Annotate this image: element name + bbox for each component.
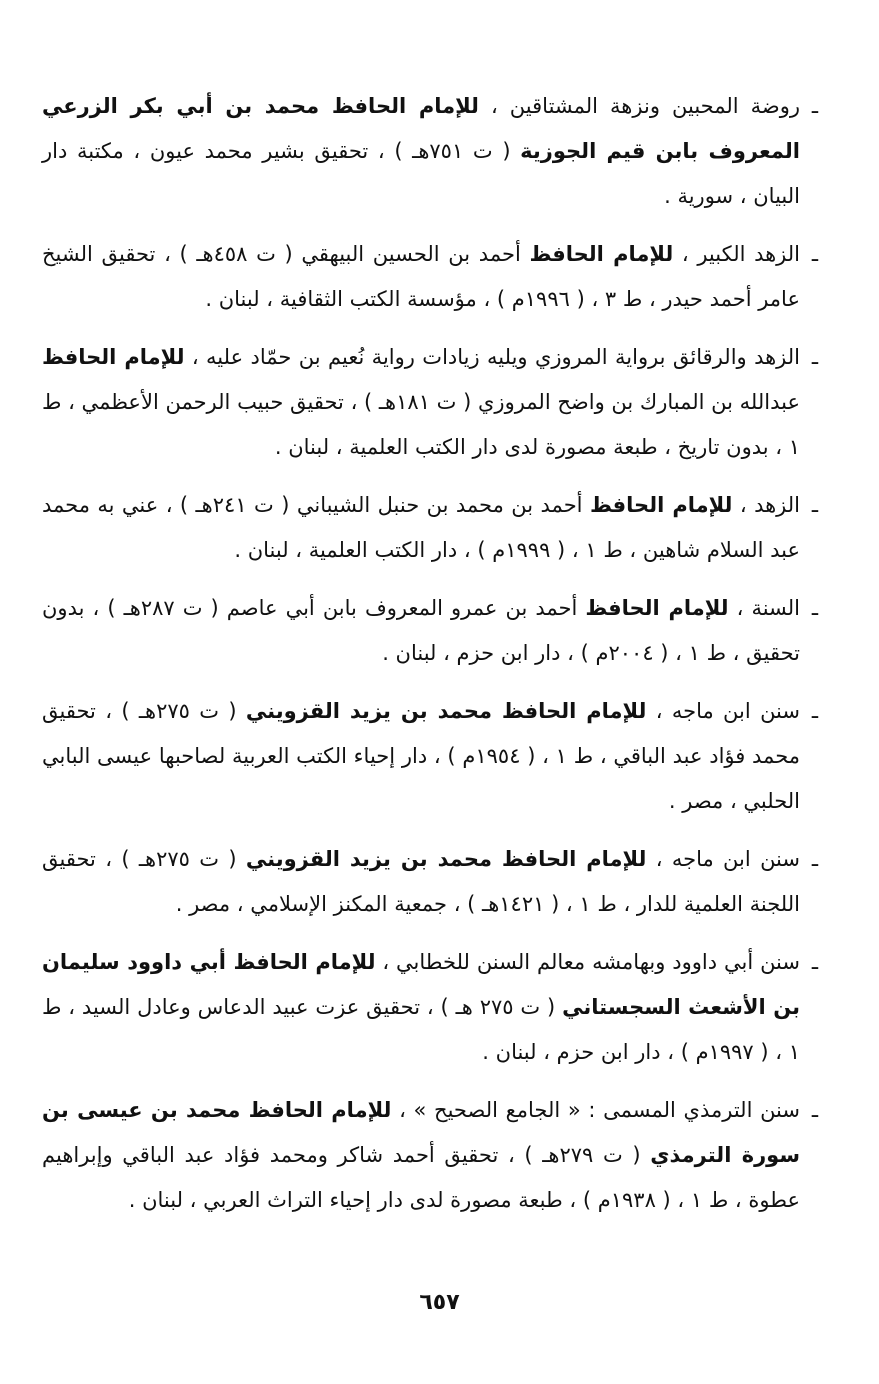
entry-author: للإمام الحافظ محمد بن عيسى بن سورة الترمذي <box>42 1098 800 1167</box>
entry-details: أحمد بن محمد بن حنبل الشيباني ( ت ٢٤١هـ ) ، عني به محمد عبد السلام شاهين ، ط ١ ، ( ١٩٩٩م ) ، دار الكتب العلمية ، لبنان . <box>42 493 800 562</box>
entry-author: للإمام الحافظ <box>585 596 729 620</box>
entry-title: سنن ابن ماجه ، <box>646 847 800 871</box>
entry-details: ( ت ٢٧٩هـ ) ، تحقيق أحمد شاكر ومحمد فؤاد عبد الباقي وإبراهيم عطوة ، ط ١ ، ( ١٩٣٨م ) ، طبعة مصورة لدى دار إحياء التراث العربي ، لبنان . <box>42 1143 800 1212</box>
entry-author: للإمام الحافظ <box>589 493 733 517</box>
entry-details: ( ت ٧٥١هـ ) ، تحقيق بشير محمد عيون ، مكتبة دار البيان ، سورية . <box>42 139 800 208</box>
entry-author: للإمام الحافظ محمد بن يزيد القزويني <box>245 847 647 871</box>
bibliography-entry <box>42 483 818 573</box>
entry-author: للإمام الحافظ <box>42 345 185 369</box>
entry-title: الزهد الكبير ، <box>673 242 801 266</box>
entry-details: ( ت ٢٧٥هـ ) ، تحقيق اللجنة العلمية للدار ، ط ١ ، ( ١٤٢١هـ ) ، جمعية المكنز الإسلامي ، مصر . <box>42 847 800 916</box>
entry-dash: ـ <box>811 847 818 871</box>
bibliography-list <box>42 84 818 1236</box>
entry-details: ( ت ٢٧٥هـ ) ، تحقيق محمد فؤاد عبد الباقي ، ط ١ ، ( ١٩٥٤م ) ، دار إحياء الكتب العربية لصاحبها عيسى البابي الحلبي ، مصر . <box>42 699 801 813</box>
entry-title: روضة المحبين ونزهة المشتاقين ، <box>478 94 800 118</box>
entry-title: الزهد والرقائق برواية المروزي ويليه زيادات رواية نُعيم بن حمّاد عليه ، <box>184 345 800 369</box>
bibliography-entry <box>42 586 818 676</box>
entry-author: للإمام الحافظ <box>529 242 674 266</box>
bibliography-entry <box>42 689 818 824</box>
bibliography-entry <box>42 837 818 927</box>
entry-dash: ـ <box>811 596 818 620</box>
entry-dash: ـ <box>811 1098 818 1122</box>
entry-title: سنن أبي داوود وبهامشه معالم السنن للخطابي ، <box>375 950 800 974</box>
entry-title: الزهد ، <box>732 493 800 517</box>
entry-details: ( ت ٢٧٥ هـ ) ، تحقيق عزت عبيد الدعاس وعادل السيد ، ط ١ ، ( ١٩٩٧م ) ، دار ابن حزم ، لبنان . <box>42 995 800 1064</box>
bibliography-entry <box>42 1088 818 1223</box>
bibliography-entry <box>42 335 818 470</box>
entry-dash: ـ <box>811 699 818 723</box>
entry-dash: ـ <box>811 950 818 974</box>
entry-dash: ـ <box>811 493 818 517</box>
entry-details: عبدالله بن المبارك بن واضح المروزي ( ت ١٨١هـ ) ، تحقيق حبيب الرحمن الأعظمي ، ط ١ ، بدون تاريخ ، طبعة مصورة لدى دار الكتب العلمية ، لبنان . <box>42 390 800 459</box>
entry-dash: ـ <box>811 94 818 118</box>
entry-title: سنن الترمذي المسمى : « الجامع الصحيح » ، <box>391 1098 800 1122</box>
page-number: ٦٥٧ <box>419 1290 460 1315</box>
entry-details: أحمد بن عمرو المعروف بابن أبي عاصم ( ت ٢٨٧هـ ) ، بدون تحقيق ، ط ١ ، ( ٢٠٠٤م ) ، دار ابن حزم ، لبنان . <box>42 596 800 665</box>
entry-dash: ـ <box>811 345 818 369</box>
entry-title: سنن ابن ماجه ، <box>646 699 800 723</box>
bibliography-entry <box>42 84 818 219</box>
bibliography-entry <box>42 940 818 1075</box>
entry-details: أحمد بن الحسين البيهقي ( ت ٤٥٨هـ ) ، تحقيق الشيخ عامر أحمد حيدر ، ط ٣ ، ( ١٩٩٦م ) ، مؤسسة الكتب الثقافية ، لبنان . <box>42 242 800 311</box>
entry-author: للإمام الحافظ محمد بن يزيد القزويني <box>245 699 647 723</box>
bibliography-entry <box>42 232 818 322</box>
entry-dash: ـ <box>811 242 818 266</box>
entry-author: للإمام الحافظ محمد بن أبي بكر الزرعي المعروف بابن قيم الجوزية <box>42 94 800 163</box>
entry-author: للإمام الحافظ أبي داوود سليمان بن الأشعث السجستاني <box>42 950 801 1019</box>
entry-title: السنة ، <box>728 596 801 620</box>
